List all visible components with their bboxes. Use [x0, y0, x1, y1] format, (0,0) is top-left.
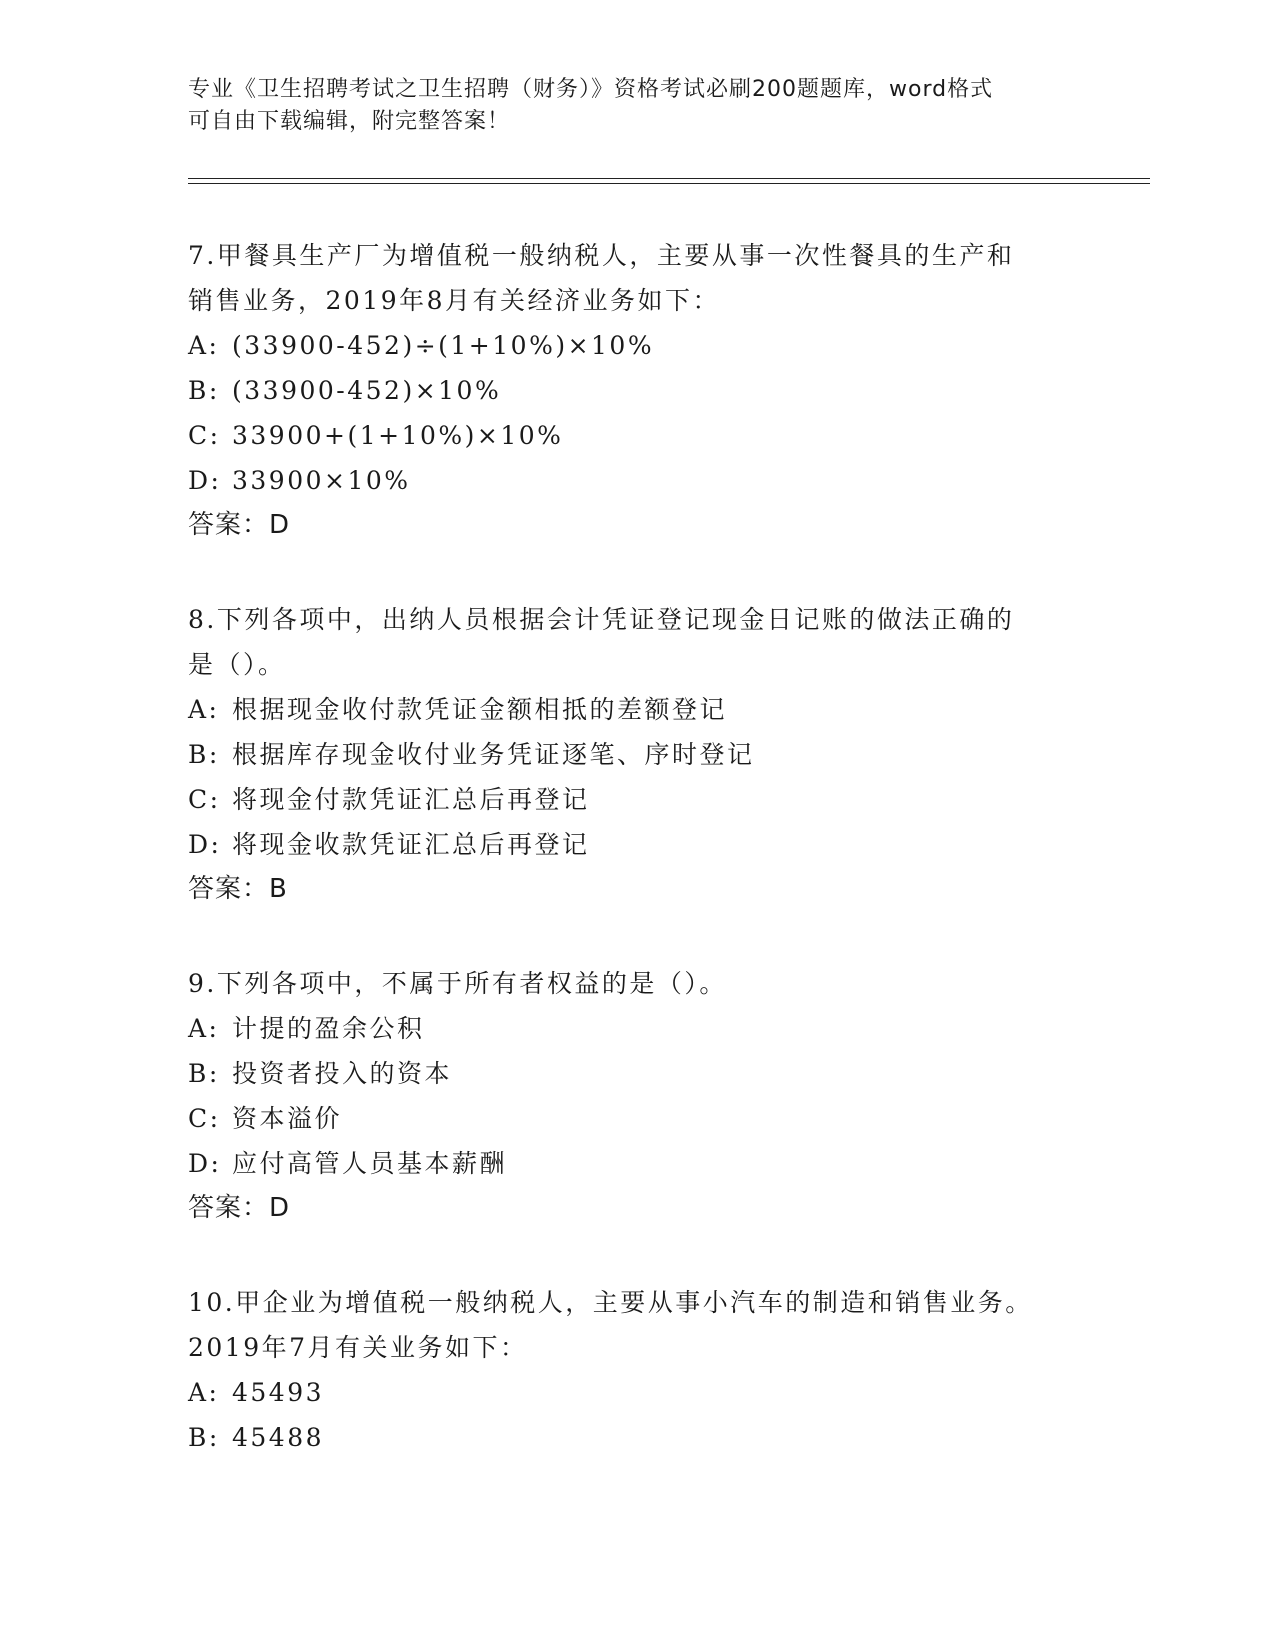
stem-line: 8.下列各项中，出纳人员根据会计凭证登记现金日记账的做法正确的	[188, 605, 1015, 634]
option-key: A:	[188, 331, 220, 360]
option-d	[188, 458, 1088, 503]
option-c	[188, 777, 1088, 822]
question-stem	[188, 233, 1088, 323]
option-text: (33900-452)÷(1+10%)×10%	[232, 331, 655, 360]
option-key: A:	[188, 695, 220, 724]
header-divider-bottom	[188, 183, 1150, 184]
option-key: C:	[188, 1104, 221, 1133]
option-text: 根据库存现金收付业务凭证逐笔、序时登记	[232, 740, 755, 769]
option-text: 将现金收款凭证汇总后再登记	[232, 830, 590, 859]
option-key: C:	[188, 785, 221, 814]
option-text: 45493	[232, 1378, 325, 1407]
option-text: 33900+(1+10%)×10%	[232, 421, 564, 450]
option-text: 投资者投入的资本	[232, 1059, 453, 1088]
option-a	[188, 323, 1088, 368]
option-b	[188, 1415, 1088, 1460]
option-text: 根据现金收付款凭证金额相抵的差额登记	[232, 695, 728, 724]
question-7	[188, 233, 1088, 548]
answer-label: 答案：B	[188, 874, 288, 904]
option-b	[188, 368, 1088, 413]
option-key: C:	[188, 421, 221, 450]
option-b	[188, 1051, 1088, 1096]
question-10	[188, 1280, 1088, 1460]
option-a	[188, 687, 1088, 732]
option-key: A:	[188, 1378, 220, 1407]
header-line-1: 专业《卫生招聘考试之卫生招聘（财务）》资格考试必刷200题题库，word格式	[188, 77, 994, 102]
option-key: B:	[188, 740, 220, 769]
question-8	[188, 597, 1088, 912]
stem-line: 2019年7月有关业务如下：	[188, 1333, 528, 1362]
question-9	[188, 961, 1088, 1231]
option-text: 45488	[232, 1423, 325, 1452]
option-text: 资本溢价	[232, 1104, 343, 1133]
option-text: 将现金付款凭证汇总后再登记	[232, 785, 590, 814]
option-key: B:	[188, 1059, 220, 1088]
header-divider-top	[188, 178, 1150, 179]
question-stem	[188, 961, 1088, 1006]
option-d	[188, 822, 1088, 867]
option-key: D:	[188, 1149, 222, 1178]
answer-label: 答案：D	[188, 510, 291, 540]
option-text: 33900×10%	[232, 466, 411, 495]
question-stem	[188, 1280, 1088, 1370]
option-key: D:	[188, 830, 222, 859]
stem-line: 是（）。	[188, 650, 286, 679]
option-b	[188, 732, 1088, 777]
stem-line: 7.甲餐具生产厂为增值税一般纳税人，主要从事一次性餐具的生产和	[188, 241, 1015, 270]
option-key: A:	[188, 1014, 220, 1043]
stem-line: 9.下列各项中，不属于所有者权益的是（）。	[188, 969, 727, 998]
header-line-2: 可自由下载编辑，附完整答案！	[188, 109, 511, 134]
option-c	[188, 413, 1088, 458]
option-d	[188, 1141, 1088, 1186]
option-text: 计提的盈余公积	[232, 1014, 425, 1043]
option-text: 应付高管人员基本薪酬	[232, 1149, 508, 1178]
stem-line: 销售业务，2019年8月有关经济业务如下：	[188, 286, 721, 315]
answer-label: 答案：D	[188, 1193, 291, 1223]
option-key: D:	[188, 466, 222, 495]
option-a	[188, 1370, 1088, 1415]
stem-line: 10.甲企业为增值税一般纳税人，主要从事小汽车的制造和销售业务。	[188, 1288, 1033, 1317]
option-key: B:	[188, 1423, 220, 1452]
document-header	[188, 74, 1068, 138]
question-stem	[188, 597, 1088, 687]
option-key: B:	[188, 376, 220, 405]
option-text: (33900-452)×10%	[232, 376, 502, 405]
option-a	[188, 1006, 1088, 1051]
option-c	[188, 1096, 1088, 1141]
